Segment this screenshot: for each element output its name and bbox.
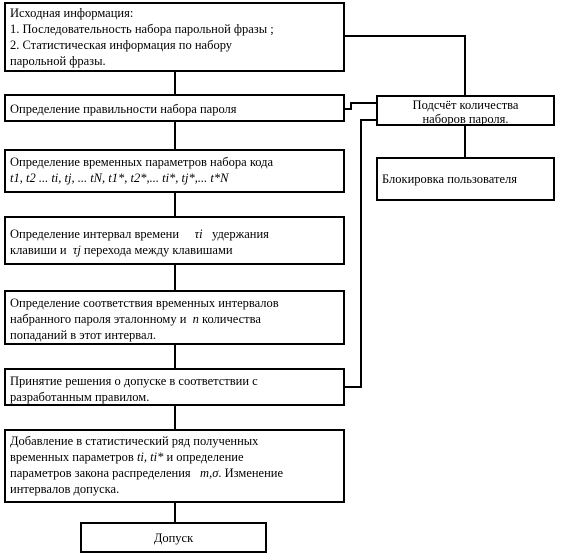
attempt-count-line-2: наборов пароля. — [422, 112, 509, 126]
source-info-line-4: парольной фразы. — [10, 54, 106, 68]
block-user-label: Блокировка пользователя — [382, 172, 518, 186]
tau-i-symbol: τi — [194, 227, 203, 241]
statistics-line-2 — [10, 449, 339, 465]
password-check-box — [4, 94, 345, 122]
decision-box — [4, 368, 345, 406]
access-box — [80, 522, 267, 553]
tau-j-symbol: τj — [72, 243, 81, 257]
attempt-count-line-1: Подсчёт количества — [412, 98, 519, 112]
conformity-box — [4, 290, 345, 345]
statistics-line-1: Добавление в статистический ряд полученных — [10, 434, 259, 448]
statistics-formula-m-sigma: m,σ — [200, 466, 219, 480]
intervals-text-b: удержания — [211, 227, 269, 241]
access-label: Допуск — [153, 531, 194, 545]
intervals-box — [4, 216, 345, 265]
link-source-to-counter — [345, 36, 465, 95]
source-info-line-2: 1. Последовательность набора парольной фразы ; — [10, 22, 274, 36]
statistics-text-d: . Изменение — [218, 466, 284, 480]
link-decision-to-counter — [345, 120, 376, 387]
statistics-box — [4, 429, 345, 503]
decision-line-1: Принятие решения о допуске в соответствии с — [10, 374, 258, 388]
time-params-line-1: Определение временных параметров набора кода — [10, 155, 274, 169]
decision-line-2: разработанным правилом. — [10, 390, 150, 404]
intervals-text-a: Определение интервал времени — [10, 227, 180, 241]
statistics-text-b: и определение — [166, 450, 244, 464]
intervals-line-2 — [10, 242, 339, 258]
statistics-formula-t: ti, ti* — [136, 450, 164, 464]
time-params-box — [4, 149, 345, 193]
conformity-line-3: попаданий в этот интервал. — [10, 328, 157, 342]
intervals-text-c: клавиши и — [10, 243, 67, 257]
link-check-to-counter — [345, 103, 376, 109]
source-info-line-1: Исходная информация: — [10, 6, 134, 20]
source-info-line-3: 2. Статистическая информация по набору — [10, 38, 233, 52]
statistics-line-4: интервалов допуска. — [10, 482, 120, 496]
conformity-line-1: Определение соответствия временных интервалов — [10, 296, 279, 310]
conformity-text-a: набранного пароля эталонному и — [10, 312, 187, 326]
statistics-text-a: временных параметров — [10, 450, 134, 464]
password-check-label: Определение правильности набора пароля — [10, 102, 237, 116]
statistics-text-c: параметров закона распределения — [10, 466, 191, 480]
source-info-box — [4, 2, 345, 72]
conformity-line-2 — [10, 311, 339, 327]
time-params-formula: t1, t2 ... ti, tj, ... tN, t1*, t2*,... ti*, tj*,... t*N — [10, 171, 229, 185]
statistics-line-3 — [10, 465, 339, 481]
n-symbol: n — [192, 312, 199, 326]
attempt-count-box — [376, 95, 555, 126]
intervals-text-d: перехода между клавишами — [83, 243, 233, 257]
intervals-line-1 — [10, 226, 339, 242]
block-user-box — [376, 157, 555, 201]
conformity-text-b: количества — [202, 312, 261, 326]
